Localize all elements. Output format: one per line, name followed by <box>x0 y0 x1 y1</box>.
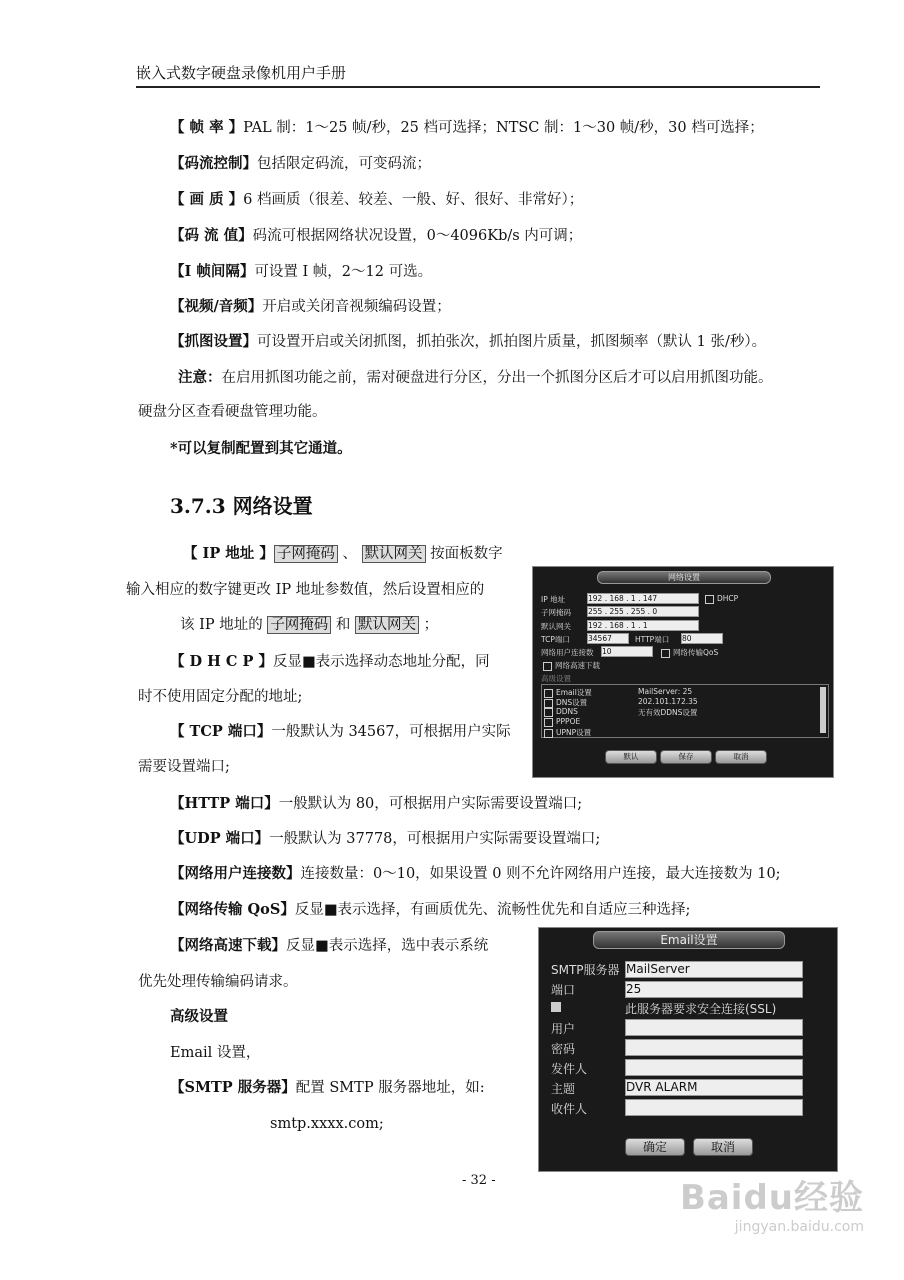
tcp-input[interactable]: 34567 <box>587 633 629 644</box>
subject-label: 主题 <box>551 1082 576 1096</box>
adv-title: 高级设置 <box>170 1008 228 1025</box>
qos-line: 【网络传输 QoS】反显■表示选择，有画质优先、流畅性优先和自适应三种选择; <box>170 901 691 918</box>
list-item[interactable]: DDNS <box>544 707 578 717</box>
list-item[interactable]: UPNP设置 <box>544 727 591 738</box>
list-item[interactable]: PPPOE <box>544 717 580 727</box>
note-line: 注意：在启用抓图功能之前，需对硬盘进行分区，分出一个抓图分区后才可以启用抓图功能。 <box>178 369 773 386</box>
ip-line-3: 该 IP 地址的 子网掩码 和 默认网关 ； <box>180 617 439 633</box>
smtp-line: 【SMTP 服务器】配置 SMTP 服务器地址，如: <box>170 1079 485 1096</box>
http-label: HTTP端口 <box>635 635 670 644</box>
baidu-watermark <box>680 1170 864 1235</box>
list-item-value: MailServer: 25 <box>638 687 693 696</box>
watermark-url: jingyan.baidu.com <box>734 1219 864 1235</box>
email-line: Email 设置， <box>170 1045 261 1061</box>
highspeed-line: 【网络高速下载】反显■表示选择，选中表示系统 <box>170 937 489 954</box>
conn-label: 网络用户连接数 <box>541 648 594 657</box>
qos-checkbox[interactable]: 网络传输QoS <box>661 647 718 658</box>
http-input[interactable]: 80 <box>681 633 723 644</box>
email-dialog-title: Email设置 <box>593 931 785 949</box>
section-title: 3.7.3 网络设置 <box>170 494 313 518</box>
advanced-label: 高级设置 <box>541 674 571 683</box>
conn-input[interactable]: 10 <box>601 646 653 657</box>
sender-input[interactable] <box>625 1059 803 1076</box>
password-label: 密码 <box>551 1042 576 1056</box>
snap-line: 【抓图设置】可设置开启或关闭抓图，抓拍张次，抓拍图片质量，抓图频率（默认 1 张/秒）。 <box>170 333 767 350</box>
user-label: 用户 <box>551 1022 576 1036</box>
smtp-label: SMTP服务器 <box>551 963 620 977</box>
recipient-label: 收件人 <box>551 1102 588 1116</box>
highspeed-checkbox[interactable]: 网络高速下载 <box>543 660 600 671</box>
tcp-line: 【 TCP 端口】一般默认为 34567，可根据用户实际 <box>170 723 511 740</box>
mask-input[interactable]: 255 . 255 . 255 . 0 <box>587 606 699 617</box>
ok-button[interactable]: 确定 <box>625 1138 685 1156</box>
dhcp-line: 【 D H C P 】反显■表示选择动态地址分配，同 <box>170 653 490 670</box>
cancel-button[interactable]: 取消 <box>715 750 767 764</box>
email-cancel-button[interactable]: 取消 <box>693 1138 753 1156</box>
ip-label: IP 地址 <box>541 595 566 604</box>
recipient-input[interactable] <box>625 1099 803 1116</box>
page-header: 嵌入式数字硬盘录像机用户手册 <box>136 64 347 82</box>
list-scrollbar[interactable] <box>820 687 826 733</box>
bitrate-line: 【码 流 值】码流可根据网络状况设置，0～4096Kb/s 内可调； <box>170 227 583 244</box>
smtp-input[interactable]: MailServer <box>625 961 803 978</box>
tcp-line-2: 需要设置端口; <box>138 759 230 775</box>
ssl-label: 此服务器要求安全连接(SSL) <box>625 1002 777 1016</box>
header-rule <box>136 86 820 88</box>
ssl-checkbox[interactable] <box>551 1002 561 1012</box>
iframe-line: 【I 帧间隔】可设置 I 帧，2～12 可选。 <box>170 263 433 280</box>
subject-input[interactable]: DVR ALARM <box>625 1079 803 1096</box>
gateway-input[interactable]: 192 . 168 . 1 . 1 <box>587 620 699 631</box>
list-item[interactable]: DNS设置 <box>544 697 587 708</box>
udp-line: 【UDP 端口】一般默认为 37778，可根据用户实际需要设置端口; <box>170 830 601 847</box>
dhcp-checkbox[interactable]: DHCP <box>705 594 738 604</box>
list-item[interactable]: Email设置 <box>544 687 592 698</box>
note-line-2: 硬盘分区查看硬盘管理功能。 <box>138 404 327 420</box>
framerate-line: 【 帧 率 】PAL 制：1～25 帧/秒，25 档可选择；NTSC 制：1～30 帧/秒，30 档可选择； <box>170 119 764 136</box>
gateway-label: 默认网关 <box>541 622 571 631</box>
watermark-brand: Baidu经验 <box>679 1178 864 1218</box>
save-button[interactable]: 保存 <box>660 750 712 764</box>
network-dialog-title: 网络设置 <box>597 571 771 584</box>
highspeed-line-2: 优先处理传输编码请求。 <box>138 974 298 990</box>
http-line: 【HTTP 端口】一般默认为 80，可根据用户实际需要设置端口; <box>170 795 583 812</box>
list-item-value: 无有效DDNS设置 <box>638 708 698 717</box>
port-input[interactable]: 25 <box>625 981 803 998</box>
sender-label: 发件人 <box>551 1062 588 1076</box>
list-item-value: 202.101.172.35 <box>638 697 698 706</box>
default-button[interactable]: 默认 <box>605 750 657 764</box>
ip-input[interactable]: 192 . 168 . 1 . 147 <box>587 593 699 604</box>
quality-line: 【 画 质 】6 档画质（很差、较差、一般、好、很好、非常好）； <box>170 191 584 208</box>
user-input[interactable] <box>625 1019 803 1036</box>
email-settings-screenshot <box>538 927 838 1172</box>
network-settings-screenshot <box>532 566 834 778</box>
bitctrl-line: 【码流控制】包括限定码流，可变码流； <box>170 155 431 172</box>
smtp-example: smtp.xxxx.com; <box>270 1116 384 1132</box>
tcp-label: TCP端口 <box>541 635 570 644</box>
ip-line-2: 输入相应的数字键更改 IP 地址参数值，然后设置相应的 <box>126 582 485 598</box>
port-label: 端口 <box>551 983 576 997</box>
page-number: - 32 - <box>462 1173 496 1188</box>
av-line: 【视频/音频】开启或关闭音视频编码设置； <box>170 298 451 315</box>
copy-note: *可以复制配置到其它通道。 <box>170 440 352 457</box>
dhcp-line-2: 时不使用固定分配的地址; <box>138 689 303 705</box>
advanced-list <box>541 684 829 738</box>
conn-line: 【网络用户连接数】连接数量：0～10，如果设置 0 则不允许网络用户连接，最大连接数为 10; <box>170 865 781 882</box>
password-input[interactable] <box>625 1039 803 1056</box>
mask-label: 子网掩码 <box>541 608 571 617</box>
ip-line: 【 IP 地址 】 子网掩码 、 默认网关 按面板数字 <box>183 545 503 562</box>
